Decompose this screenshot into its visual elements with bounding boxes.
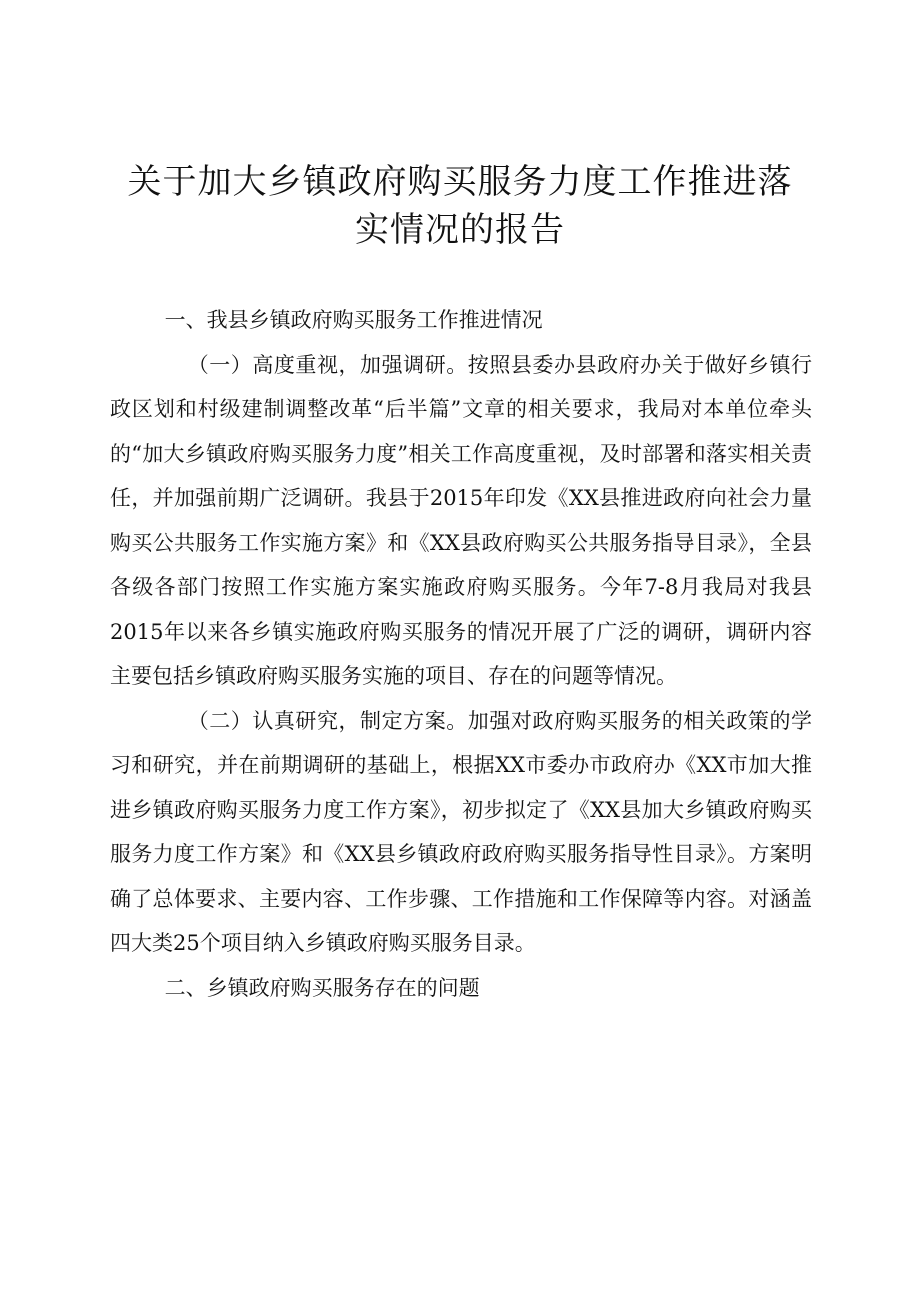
- title-line-2: 实情况的报告: [355, 210, 565, 250]
- title-line-1: 关于加大乡镇政府购买服务力度工作推进落: [127, 162, 793, 202]
- document-title: [110, 158, 810, 254]
- section-heading-1: 一、我县乡镇政府购买服务工作推进情况: [164, 308, 543, 332]
- document-body: [110, 298, 812, 1010]
- paragraph-2: （二）认真研究，制定方案。加强对政府购买服务的相关政策的学习和研究，并在前期调研的基础上，根据XX市委办市政府办《XX市加大推进乡镇政府购买服务力度工作方案》，初步拟定了《XX县加大乡镇政府购买服务力度工作方案》和《XX县乡镇政府政府购买服务指导性目录》。方案明确了总体要求、主要内容、工作步骤、工作措施和工作保障等内容。对涵盖四大类25个项目纳入乡镇政府购买服务目录。: [110, 708, 812, 955]
- section-heading-2: 二、乡镇政府购买服务存在的问题: [164, 975, 480, 1000]
- paragraph-1: （一）高度重视，加强调研。按照县委办县政府办关于做好乡镇行政区划和村级建制调整改革“后半篇”文章的相关要求，我局对本单位牵头的“加大乡镇政府购买服务力度”相关工作高度重视，及时部署和落实相关责任，并加强前期广泛调研。我县于2015年印发《XX县推进政府向社会力量购买公共服务工作实施方案》和《XX县政府购买公共服务指导目录》，全县各级各部门按照工作实施方案实施政府购买服务。今年7-8月我局对我县2015年以来各乡镇实施政府购买服务的情况开展了广泛的调研，调研内容主要包括乡镇政府购买服务实施的项目、存在的问题等情况。: [110, 352, 812, 688]
